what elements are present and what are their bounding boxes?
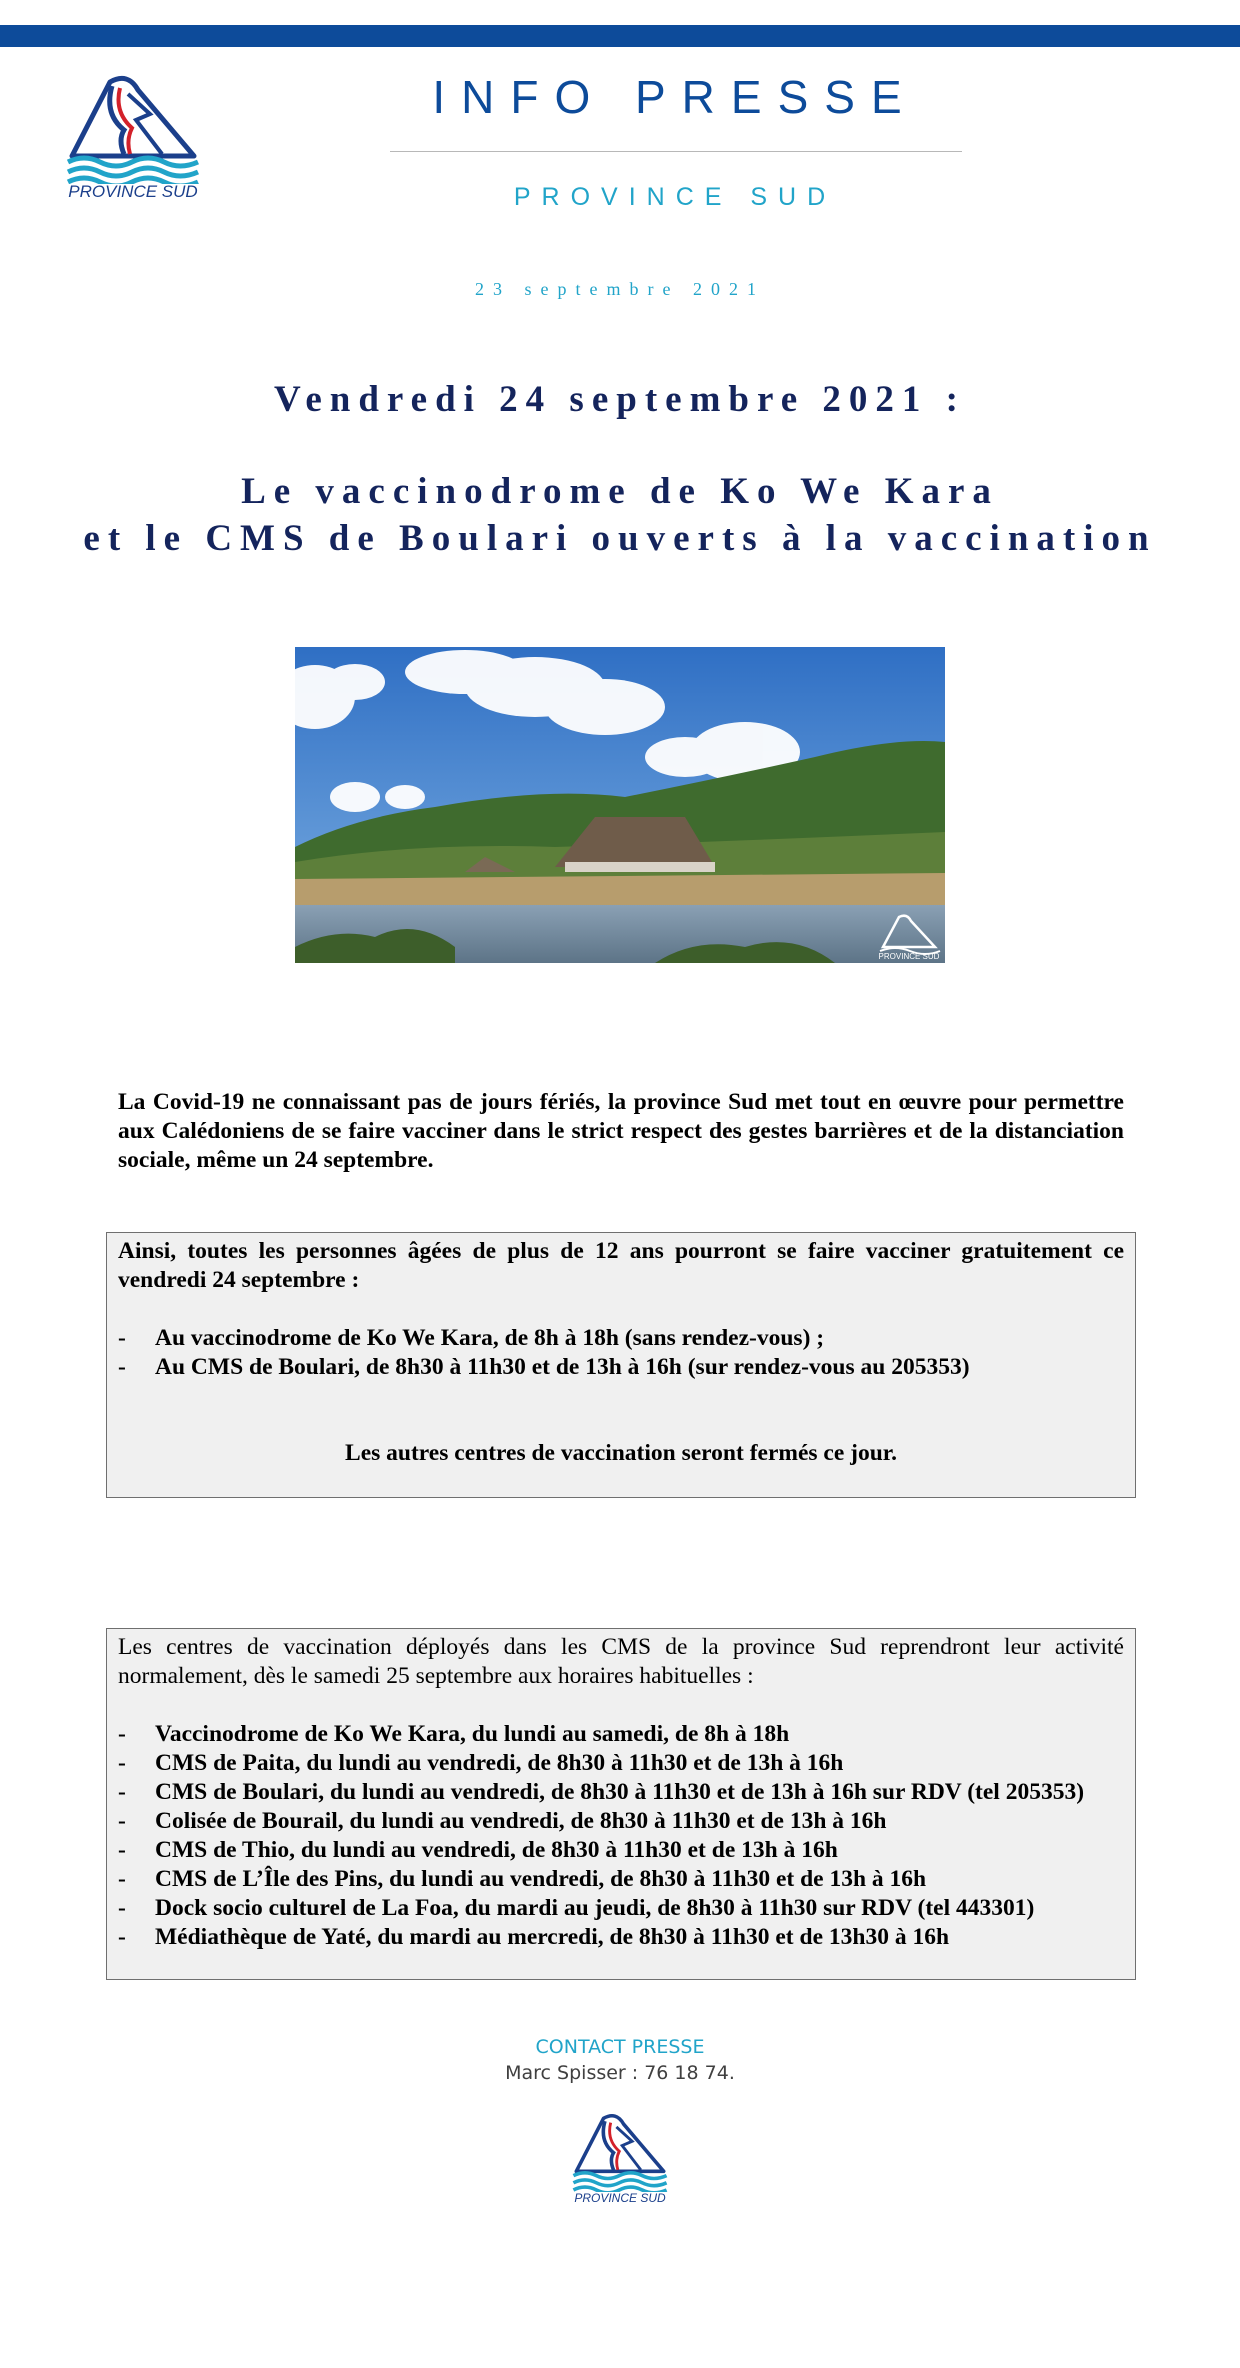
- intro-paragraph: La Covid-19 ne connaissant pas de jours fériés, la province Sud met tout en œuvre pour permettre aux Calédoniens de se faire vacciner dans le strict respect des gestes barrières et de la distanciation sociale, même un 24 septembre.: [118, 1089, 1124, 1173]
- open-centers-list: [118, 1324, 1124, 1382]
- list-item: - CMS de Paita, du lundi au vendredi, de 8h30 à 11h30 et de 13h à 16h: [118, 1750, 844, 1776]
- list-item: - Colisée de Bourail, du lundi au vendredi, de 8h30 à 11h30 et de 13h à 16h: [118, 1808, 887, 1834]
- footer-logo: [572, 2112, 668, 2208]
- closed-centers-note: Les autres centres de vaccination seront fermés ce jour.: [345, 1440, 897, 1466]
- footer-logo-label: PROVINCE SUD: [574, 2191, 666, 2205]
- box1-intro: Ainsi, toutes les personnes âgées de plus de 12 ans pourront se faire vacciner gratuitement ce vendredi 24 septembre :: [118, 1238, 1124, 1293]
- vaccinodrome-photo: [295, 647, 945, 963]
- headline-line-1: Vendredi 24 septembre 2021 :: [274, 379, 966, 420]
- schedule-list: [118, 1720, 1124, 1952]
- box2-intro: Les centres de vaccination déployés dans les CMS de la province Sud reprendront leur activité normalement, dès le samedi 25 septembre aux horaires habituelles :: [118, 1634, 1124, 1689]
- list-item: - Au vaccinodrome de Ko We Kara, de 8h à 18h (sans rendez-vous) ;: [118, 1325, 825, 1351]
- release-date: 23 septembre 2021: [475, 279, 765, 299]
- contact-label: CONTACT PRESSE: [535, 2036, 705, 2058]
- sail-logo-icon: [572, 2112, 668, 2192]
- list-item: - Vaccinodrome de Ko We Kara, du lundi au samedi, de 8h à 18h: [118, 1721, 790, 1747]
- page-title: INFO PRESSE: [432, 71, 918, 123]
- vaccination-open-box: [106, 1232, 1136, 1498]
- regular-schedule-box: [106, 1628, 1136, 1980]
- top-banner-bar: [0, 25, 1240, 47]
- headline-line-2: Le vaccinodrome de Ko We Kara: [241, 471, 999, 512]
- page-subtitle: PROVINCE SUD: [513, 183, 837, 211]
- list-item: - CMS de Boulari, du lundi au vendredi, de 8h30 à 11h30 et de 13h à 16h sur RDV (tel 205353): [118, 1779, 1085, 1805]
- list-item: - Dock socio culturel de La Foa, du mardi au jeudi, de 8h30 à 11h30 sur RDV (tel 443301): [118, 1895, 1035, 1921]
- province-sud-logo: [66, 74, 200, 204]
- list-item: - CMS de L’Île des Pins, du lundi au vendredi, de 8h30 à 11h30 et de 13h à 16h: [118, 1866, 927, 1892]
- logo-label: PROVINCE SUD: [68, 182, 198, 201]
- photo-watermark-label: PROVINCE SUD: [878, 952, 940, 961]
- sail-logo-icon: [66, 74, 200, 184]
- contact-value: Marc Spisser : 76 18 74.: [505, 2062, 735, 2084]
- list-item: - CMS de Thio, du lundi au vendredi, de 8h30 à 11h30 et de 13h à 16h: [118, 1837, 838, 1863]
- list-item: - Au CMS de Boulari, de 8h30 à 11h30 et de 13h à 16h (sur rendez-vous au 205353): [118, 1354, 970, 1380]
- header-divider: [390, 151, 962, 152]
- list-item: - Médiathèque de Yaté, du mardi au mercredi, de 8h30 à 11h30 et de 13h30 à 16h: [118, 1924, 950, 1950]
- headline-line-3: et le CMS de Boulari ouverts à la vaccination: [83, 518, 1157, 559]
